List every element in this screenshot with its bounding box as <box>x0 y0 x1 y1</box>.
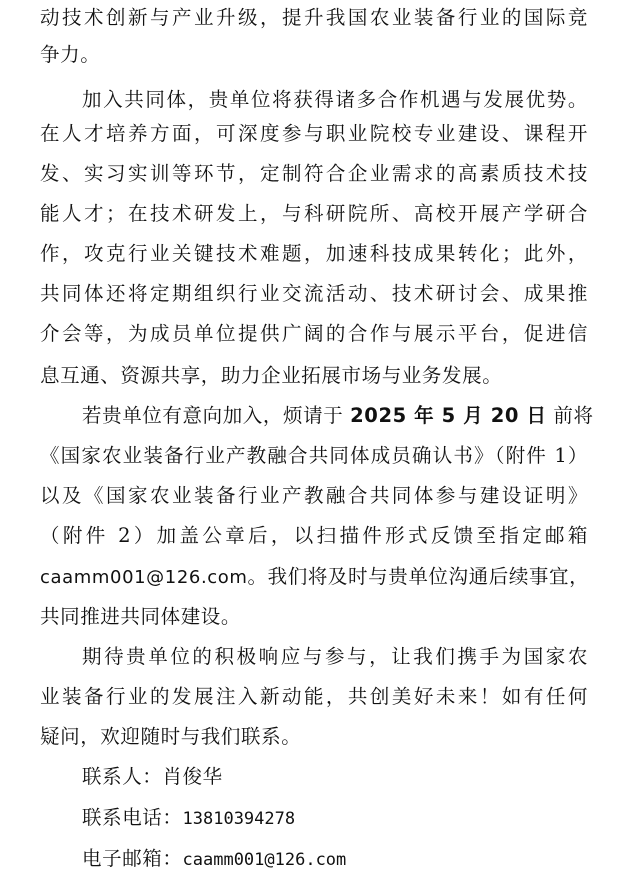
paragraph-3-prefix: 若贵单位有意向加入，烦请于 <box>82 404 344 427</box>
paragraph-3-line-5 <box>40 563 589 591</box>
paragraph-2-line-3: 发、实习实训等环节，定制符合企业需求的高素质技术技 <box>40 162 588 185</box>
contact-phone-number: 13810394278 <box>182 809 296 829</box>
paragraph-3-line-6: 共同推进共同体建设。 <box>40 605 242 628</box>
paragraph-3-line-4: （附件 2）加盖公章后，以扫描件形式反馈至指定邮箱 <box>40 524 588 547</box>
email-inline: caamm001@126.com <box>40 567 248 588</box>
paragraph-1-line-1: 动技术创新与产业升级，提升我国农业装备行业的国际竞 <box>40 6 588 29</box>
paragraph-2-line-8: 息互通、资源共享，助力企业拓展市场与业务发展。 <box>40 364 503 387</box>
contact-person <box>82 763 223 791</box>
paragraph-2-line-4: 能人才；在技术研发上，与科研院所、高校开展产学研合 <box>40 202 588 225</box>
paragraph-4-line-2: 业装备行业的发展注入新动能，共创美好未来！如有任何 <box>40 685 588 708</box>
contact-phone-label: 联系电话： <box>82 806 183 829</box>
paragraph-3-suffix: 前将 <box>553 404 594 427</box>
paragraph-3-line-5-suffix: 。我们将及时与贵单位沟通后续事宜， <box>247 565 590 588</box>
paragraph-4-line-1: 期待贵单位的积极响应与参与，让我们携手为国家农 <box>82 645 588 668</box>
paragraph-3-line-1 <box>82 402 594 430</box>
paragraph-3-line-3: 以及《国家农业装备行业产教融合共同体参与建设证明》 <box>40 484 588 507</box>
paragraph-2-line-1: 加入共同体，贵单位将获得诸多合作机遇与发展优势。 <box>82 88 588 111</box>
contact-phone <box>82 804 295 832</box>
paragraph-2-line-6: 共同体还将定期组织行业交流活动、技术研讨会、成果推 <box>40 282 588 305</box>
contact-email <box>82 845 346 873</box>
paragraph-2-line-7: 介会等，为成员单位提供广阔的合作与展示平台，促进信 <box>40 322 588 345</box>
contact-person-label: 联系人： <box>82 765 163 788</box>
paragraph-4-line-3: 疑问，欢迎随时与我们联系。 <box>40 725 302 748</box>
contact-email-address: caamm001@126.com <box>182 850 347 870</box>
contact-email-label: 电子邮箱： <box>82 847 183 870</box>
contact-person-name: 肖俊华 <box>162 765 223 788</box>
paragraph-2-line-5: 作，攻克行业关键技术难题，加速科技成果转化；此外， <box>40 242 588 265</box>
paragraph-2-line-2: 在人才培养方面，可深度参与职业院校专业建设、课程开 <box>40 122 588 145</box>
deadline-date: 2025 年 5 月 20 日 <box>350 404 547 427</box>
paragraph-1-line-2: 争力。 <box>40 43 101 66</box>
paragraph-3-line-2: 《国家农业装备行业产教融合共同体成员确认书》（附件 1） <box>40 444 588 467</box>
